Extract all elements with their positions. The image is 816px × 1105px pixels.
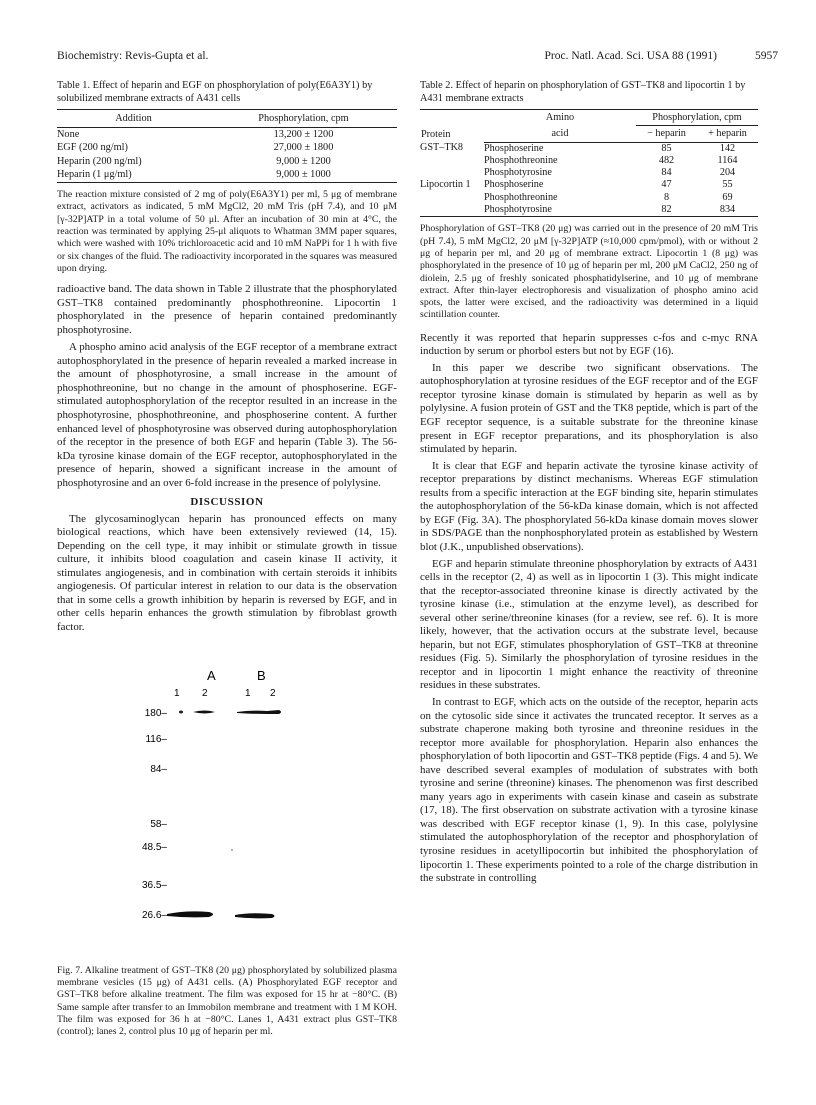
table-row <box>57 169 397 183</box>
paragraph: A phospho amino acid analysis of the EGF receptor of a membrane extract autophosphorylated in the presence of heparin revealed a marked increase in the amount of phosphotyrosine, a small increase in the amount of phosphothreonine, but no change in the amount of phosphoserine. EGF-stimulated autophosphorylation of the receptor resulted in an increase in the phosphotyrosine, phosphothreonine, and phosphoserine content. A further enhanced level of phosphotyrosine was observed during autophosphorylation of the receptor in the presence of both EGF and heparin (Table 3). The 56-kDa tyrosine kinase domain of the EGF receptor, autophosphorylated in the presence of heparin, showed a significant increase in the amount of phosphotyrosine and an over 6-fold increase in the presence of polylysine. <box>57 341 397 489</box>
table2-header-acid: acid <box>484 126 636 142</box>
table2-header-amino: Amino <box>484 110 636 126</box>
protein-cell: Lipocortin 1 <box>420 179 471 191</box>
protein-cell <box>420 155 484 167</box>
minus-heparin-cell: 8 <box>663 191 670 203</box>
minus-heparin-cell: 47 <box>661 179 672 191</box>
mw-marker: 116– <box>145 734 167 745</box>
minus-heparin-cell: 82 <box>636 204 697 217</box>
table1-addition: Heparin (200 ng/ml) <box>57 155 142 167</box>
table-row <box>420 142 758 155</box>
amino-cell: Phosphoserine <box>484 179 544 191</box>
band <box>193 711 215 714</box>
amino-cell: Phosphoserine <box>484 142 544 154</box>
plus-heparin-cell: 204 <box>719 167 736 179</box>
protein-cell <box>420 167 484 179</box>
table-row <box>57 142 397 155</box>
table1-addition: Heparin (1 μg/ml) <box>57 169 210 183</box>
band <box>167 911 213 917</box>
table-row <box>420 204 758 217</box>
protein-cell <box>420 192 484 204</box>
table1-value: 9,000 ± 1200 <box>276 155 331 167</box>
paragraph: In this paper we describe two significant observations. The autophosphorylation at tyrosine residues of the EGF receptor and of the EGF receptor tyrosine kinase domain is stimulated by heparin as well as by polylysine. A fusion protein of GST and the TK8 peptide, which is part of the EGF receptor sequence, is a suitable substrate for the threonine kinase present in EGF receptor preparations, and its phosphorylation is also stimulated by heparin. <box>420 361 758 456</box>
right-column <box>420 80 758 886</box>
lane-label: 2 <box>202 688 208 699</box>
running-header-right <box>545 50 778 62</box>
amino-cell: Phosphotyrosine <box>484 167 552 179</box>
table2-header-protein: Protein <box>420 110 484 142</box>
band <box>237 710 281 714</box>
table1-header-phosphorylation: Phosphorylation, cpm <box>210 110 397 128</box>
paragraph: EGF and heparin stimulate threonine phosphorylation by extracts of A431 cells in the receptor (2, 4) as well as in lipocortin 1 (3). This might indicate that the receptor-associated threonine kinase is directly activated by the tyrosine kinase (i.e., stimulation at the enzyme level), as described for several other serine/threonine kinases (for a review, see ref. 6). It is more likely, however, that the activation occurs at the substrate level, because heparin, but not EGF, stimulates phosphorylation of GST–TK8 at threonine residues (Fig. 5). Similarly the phosphorylation of tyrosine residues in the receptor and in lipocortin 1 might enhance the reactivity of threonine residues in these substrates. <box>420 557 758 692</box>
amino-cell: Phosphothreonine <box>484 191 558 203</box>
table2-header-plus-heparin: + heparin <box>697 126 758 142</box>
running-header-left: Biochemistry: Revis-Gupta et al. <box>57 50 209 62</box>
lane-label: 1 <box>174 688 180 699</box>
table1 <box>57 109 397 183</box>
table-row <box>420 192 758 204</box>
plus-heparin-cell: 55 <box>722 179 733 191</box>
paragraph: It is clear that EGF and heparin activate the tyrosine kinase activity of receptor preparations by distinct mechanisms. Whereas EGF stimulation results from a specific interaction at the EGF binding site, heparin stimulates the autophosphorylation of the 56-kDa kinase domain, which is not affected by EGF (Fig. 3A). The phosphorylated 56-kDa kinase domain moves slower in SDS/PAGE than the nonphosphorylated protein as established by Western blot (J.K., unpublished observations). <box>420 459 758 553</box>
speck <box>231 849 233 851</box>
minus-heparin-cell: 84 <box>661 167 672 179</box>
left-body-text <box>57 283 397 634</box>
figure-7-caption: Fig. 7. Alkaline treatment of GST–TK8 (20 μg) phosphorylated by solubilized plasma membrane vesicles (15 μg) of A431 cells. (A) Phosphorylated EGF receptor and GST–TK8 before alkaline treatment. The film was exposed for 15 hr at −80°C. (B) Same sample after transfer to an Immobilon membrane and treatment with 1 M KOH. The film was exposed for 36 h at −80°C. Lanes 1, A431 extract plus GST–TK8 (control); lanes 2, control plus 10 μg of heparin per ml. <box>57 965 397 1038</box>
mw-marker: 58– <box>150 819 167 830</box>
table1-value: 13,200 ± 1200 <box>273 128 334 140</box>
band <box>179 711 183 714</box>
paragraph: The glycosaminoglycan heparin has pronounced effects on many biological reactions, which have been extensively reviewed (14, 15). Depending on the cell type, it may inhibit or stimulate growth in tissue culture, it inhibits blood coagulation and casein kinase II activity, it stimulates angiogenesis, and in combination with certain steroids it inhibits angiogenesis. Of particular interest in relation to our data is the observation that in some cells a growth inhibition by heparin is reversed by EGF, and in other cells heparin enhances the growth stimulation by fibroblast growth factor. <box>57 512 397 633</box>
plus-heparin-cell: 1164 <box>717 154 738 166</box>
table1-value: 27,000 ± 1800 <box>273 142 334 154</box>
paragraph: radioactive band. The data shown in Table 2 illustrate that the phosphorylated GST–TK8 contained predominantly phosphothreonine. Lipocortin 1 phosphorylated in the presence of heparin contained predominantly phosphotyrosine. <box>57 283 397 336</box>
table-row <box>57 128 397 142</box>
lane-label: 2 <box>270 688 276 699</box>
amino-cell: Phosphotyrosine <box>484 204 636 217</box>
mw-marker: 36.5– <box>141 880 167 891</box>
journal-citation: Proc. Natl. Acad. Sci. USA 88 (1991) <box>544 50 717 62</box>
plus-heparin-cell: 142 <box>719 142 736 154</box>
right-body-text <box>420 332 758 886</box>
table1-footnote: The reaction mixture consisted of 2 mg of poly(E6A3Y1) per ml, 5 μg of membrane extract, activators as indicated, 5 mM MgCl2, 20 mM Tris (pH 7.4), and 10 μM [γ-32P]ATP in a total volume of 50 μl. After an incubation of 30 min at 4°C, the reaction was terminated by applying 25-μl aliquots to Whatman 3MM paper squares, which were washed with 10% trichloroacetic acid and 10 mM NaPPi for 1 h with five or six changes of the fluid. The radioactivity incorporated in the squares was measured upon drying. <box>57 189 397 274</box>
plus-heparin-cell: 834 <box>697 204 758 217</box>
table2-caption: Table 2. Effect of heparin on phosphorylation of GST–TK8 and lipocortin 1 by A431 membrane extracts <box>420 80 746 104</box>
discussion-heading: DISCUSSION <box>190 496 264 509</box>
table-row <box>420 179 758 191</box>
mw-marker: 180– <box>144 708 167 719</box>
page-number: 5957 <box>755 50 778 62</box>
plus-heparin-cell: 69 <box>722 191 733 203</box>
table1-caption: Table 1. Effect of heparin and EGF on phosphorylation of poly(E6A3Y1) by solubilized membrane extracts of A431 cells <box>57 80 373 104</box>
table1-value: 9,000 ± 1000 <box>210 169 397 183</box>
table1-addition: EGF (200 ng/ml) <box>57 142 128 154</box>
table2 <box>420 109 758 217</box>
table1-addition: None <box>57 128 80 140</box>
paragraph: In contrast to EGF, which acts on the outside of the receptor, heparin acts on the cytosolic side since it activates the truncated receptor. It serves as a substrate chaperone making both tyrosine and threonine residues in the receptor more available for phosphorylation. Heparin also enhances the phosphorylation of both lipocortin and GST–TK8 peptide (Figs. 4 and 5). We have described several examples of modulation of substrates with both tyrosine and serine (threonine) kinases. The phenomenon was first described many years ago in experiments with casein kinase and casein as substrate (17, 18). The first observation on substrate activation with a tyrosine kinase was described with EGF receptor kinase (1, 9). In this case, polylysine stimulated the autophosphorylation of the receptor and phosphorylation of tyrosine residues in acetyllipocortin but inhibited the phosphorylation of lipocortin 1. These experiments pointed to a role of the charge distribution in the substrate in controlling <box>420 695 758 885</box>
left-column <box>57 80 397 634</box>
mw-marker: 48.5– <box>141 842 167 853</box>
protein-cell <box>420 204 484 217</box>
paragraph: Recently it was reported that heparin suppresses c-fos and c-myc RNA induction by serum or phorbol esters but not by EGF (16). <box>420 331 758 358</box>
table2-header-phosphorylation: Phosphorylation, cpm <box>636 110 758 126</box>
minus-heparin-cell: 482 <box>658 154 675 166</box>
amino-cell: Phosphothreonine <box>484 154 558 166</box>
figure-7-autoradiograph <box>57 660 397 950</box>
table2-header-minus-heparin: − heparin <box>636 126 697 142</box>
panel-label-b: B <box>257 668 266 683</box>
table-row <box>57 155 397 168</box>
protein-cell: GST–TK8 <box>420 142 464 154</box>
table-row <box>420 167 758 179</box>
table2-footnote: Phosphorylation of GST–TK8 (20 μg) was carried out in the presence of 20 mM Tris (pH 7.4), 5 mM MgCl2, 20 μM [γ-32P]ATP (≈10,000 cpm/pmol), with or without 2 μg of heparin per ml, and 20 μg of membrane extract. Lipocortin 1 (8 μg) was phosphorylated in the presence of 10 μg of heparin per ml, 200 μM CaCl2, 250 ng of diolein, 2.5 μg of freshly sonicated phosphatidylserine, and 10 μg of membrane extract. After thin-layer electrophoresis and visualization of phospho amino acid spots, the latter were excised, and the radioactivity was determined in a liquid scintillation counter. <box>420 223 758 321</box>
mw-marker: 26.6– <box>141 910 167 921</box>
minus-heparin-cell: 85 <box>661 142 672 154</box>
table1-header-addition: Addition <box>57 110 210 128</box>
band <box>235 913 275 918</box>
table-row <box>420 155 758 167</box>
lane-label: 1 <box>245 688 251 699</box>
panel-label-a: A <box>207 668 216 683</box>
mw-marker: 84– <box>150 764 167 775</box>
